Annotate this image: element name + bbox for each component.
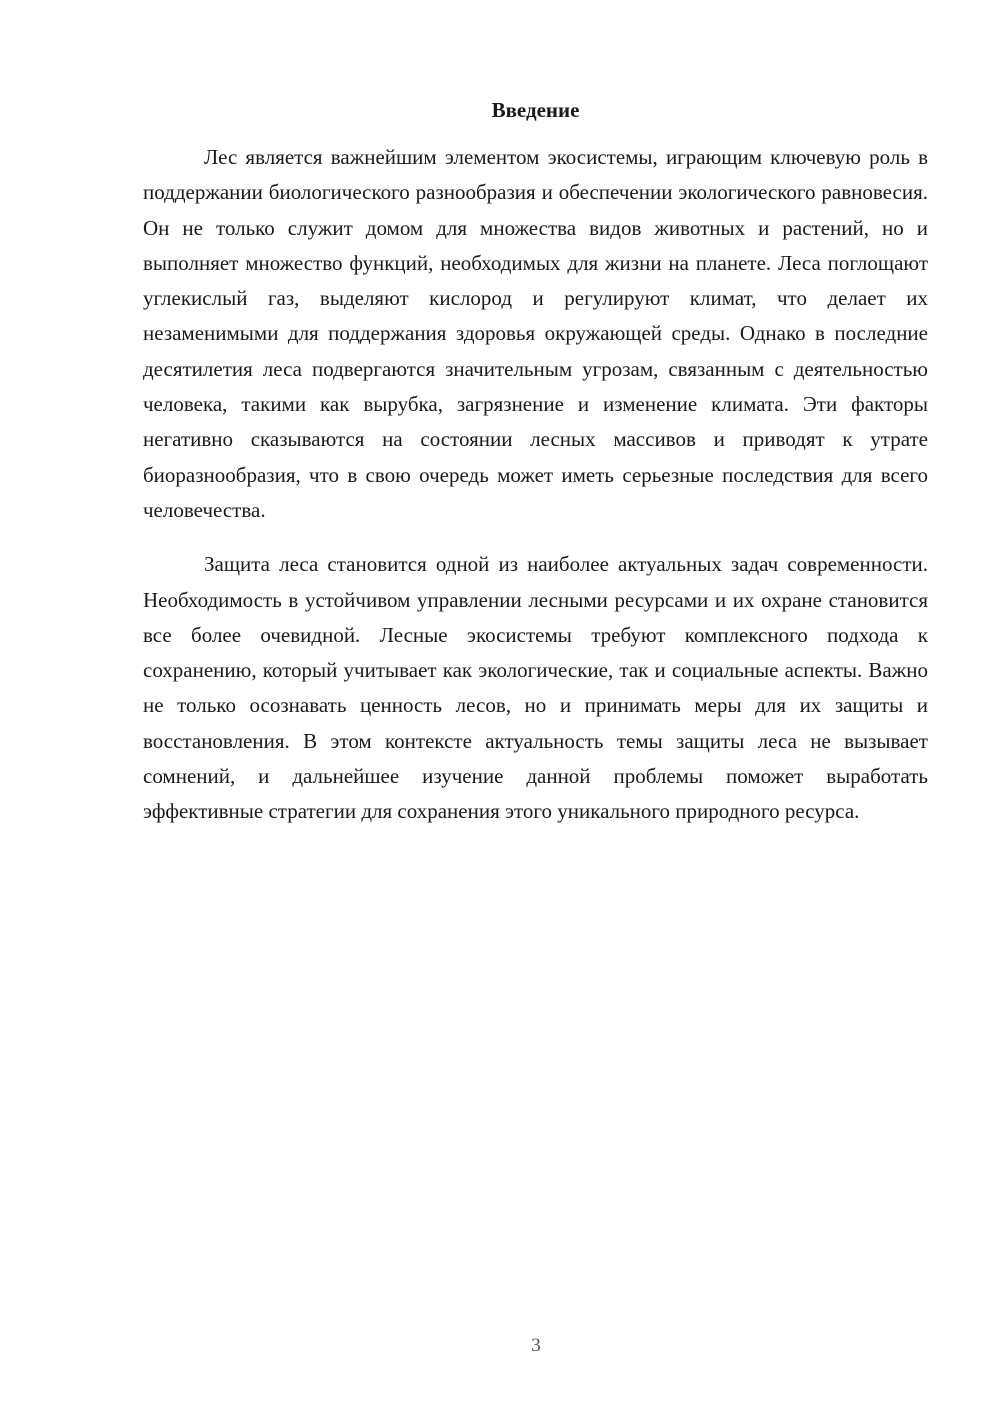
page-number: 3 (531, 1335, 541, 1356)
paragraph-2: Защита леса становится одной из наиболее актуальных задач современности. Необходимость в устойчивом управлении лесными ресурсами и их охране становится все более очевидной. Лесные экосистемы требуют комплексного подхода к сохранению, который учитывает как экологические, так и социальные аспекты. Важно не только осознавать ценность лесов, но и принимать меры для их защиты и восстановления. В этом контексте актуальность темы защиты леса не вызывает сомнений, и дальнейшее изучение данной проблемы поможет выработать эффективные стратегии для сохранения этого уникального природного ресурса. (143, 552, 928, 824)
paragraph-1: Лес является важнейшим элементом экосистемы, играющим ключевую роль в поддержании биологического разнообразия и обеспечении экологического равновесия. Он не только служит домом для множества видов животных и растений, но и выполняет множество функций, необходимых для жизни на планете. Леса поглощают углекислый газ, выделяют кислород и регулируют климат, что делает их незаменимыми для поддержания здоровья окружающей среды. Однако в последние десятилетия леса подвергаются значительным угрозам, связанным с деятельностью человека, такими как вырубка, загрязнение и изменение климата. Эти факторы негативно сказываются на состоянии лесных массивов и приводят к утрате биоразнообразия, что в свою очередь может иметь серьезные последствия для всего человечества. (143, 145, 928, 522)
section-title: Введение (491, 98, 580, 122)
page-content (143, 92, 928, 830)
